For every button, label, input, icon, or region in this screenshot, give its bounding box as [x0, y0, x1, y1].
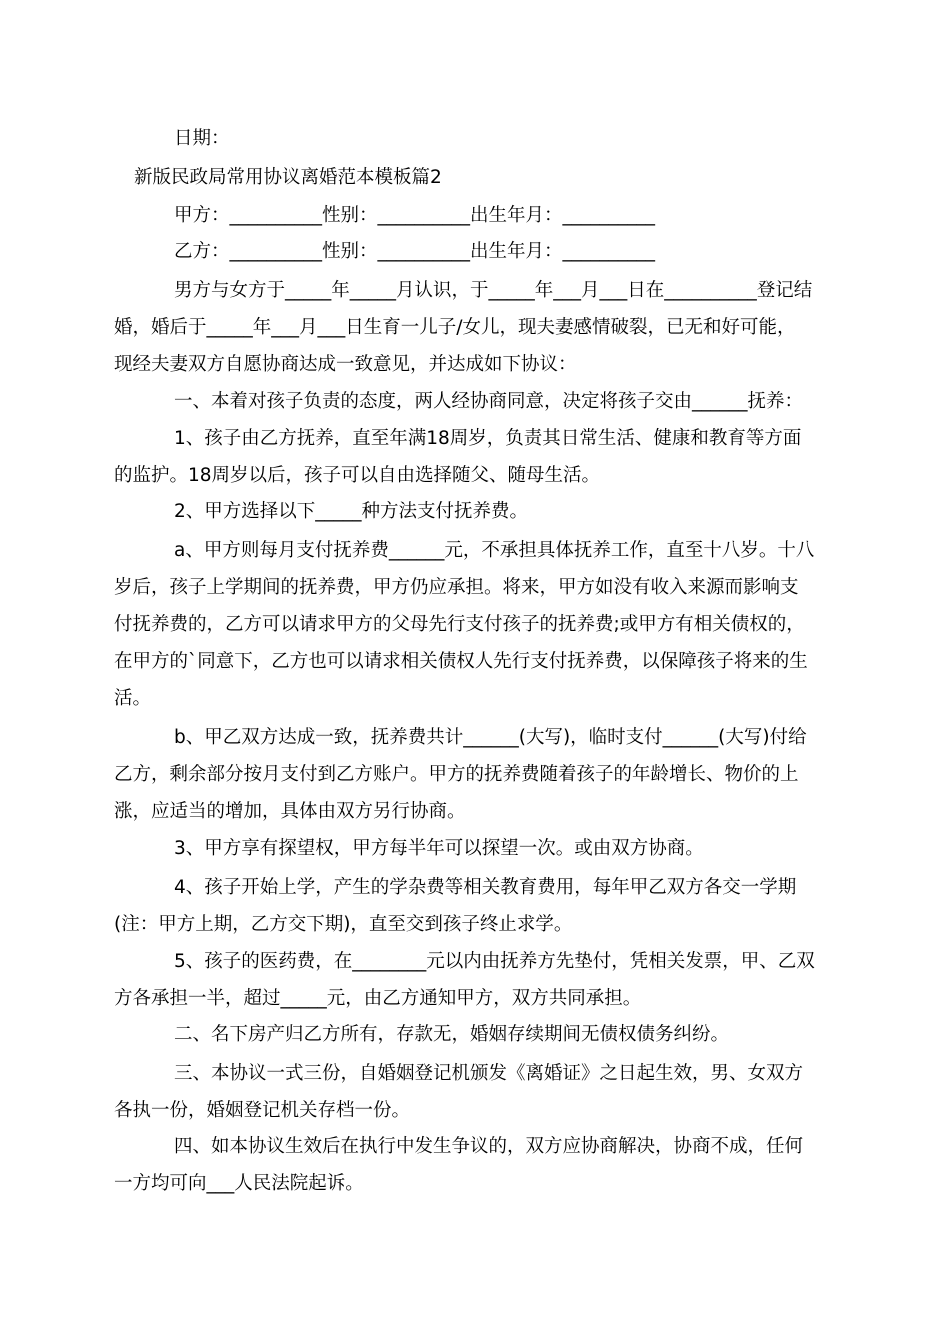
text-line: 3、甲方享有探望权，甲方每半年可以探望一次。或由双方协商。 — [174, 838, 704, 859]
text-line: 二、名下房产归乙方所有，存款无，婚姻存续期间无债权债务纠纷。 — [174, 1024, 730, 1045]
text-line: 现经夫妻双方自愿协商达成一致意见，并达成如下协议： — [114, 354, 577, 375]
text-line: 四、如本协议生效后在执行中发生争议的，双方应协商解决，协商不成，任何 — [174, 1136, 804, 1157]
text-line: 婚，婚后于_____年___月___日生育一儿子/女儿，现夫妻感情破裂，已无和好可能， — [114, 317, 796, 338]
party-a-info: 甲方：__________性别：__________出生年月：__________ — [174, 205, 656, 226]
text-line: 三、本协议一式三份，自婚姻登记机颁发《离婚证》之日起生效，男、女双方 — [174, 1063, 804, 1084]
text-line: 在甲方的`同意下，乙方也可以请求相关债权人先行支付抚养费，以保障孩子将来的生 — [114, 651, 808, 672]
text-line: 一方均可向___人民法院起诉。 — [114, 1173, 364, 1194]
text-line: 各执一份，婚姻登记机关存档一份。 — [114, 1100, 411, 1121]
text-line: 方各承担一半，超过_____元，由乙方通知甲方，双方共同承担。 — [114, 988, 642, 1009]
text-line: 4、孩子开始上学，产生的学杂费等相关教育费用，每年甲乙双方各交一学期 — [174, 877, 797, 898]
text-line: 的监护。18周岁以后，孩子可以自由选择随父、随母生活。 — [114, 465, 601, 486]
text-line: 涨，应适当的增加，具体由双方另行协商。 — [114, 801, 466, 822]
text-line: 2、甲方选择以下_____种方法支付抚养费。 — [174, 501, 529, 522]
text-line: 1、孩子由乙方抚养，直至年满18周岁，负责其日常生活、健康和教育等方面 — [174, 428, 802, 449]
text-line: 男方与女方于_____年_____月认识，于_____年___月___日在__________登记结 — [174, 280, 813, 301]
text-line: 活。 — [114, 688, 152, 709]
text-line: 乙方，剩余部分按月支付到乙方账户。甲方的抚养费随着孩子的年龄增长、物价的上 — [114, 764, 799, 785]
section-title: 新版民政局常用协议离婚范本模板篇2 — [134, 167, 442, 188]
text-line: (注：甲方上期，乙方交下期)，直至交到孩子终止求学。 — [114, 914, 573, 935]
text-line: 一、本着对孩子负责的态度，两人经协商同意，决定将孩子交由______抚养： — [174, 391, 804, 412]
date-label: 日期： — [174, 128, 230, 149]
text-line: 岁后，孩子上学期间的抚养费，甲方仍应承担。将来，甲方如没有收入来源而影响支 — [114, 577, 799, 598]
party-b-info: 乙方：__________性别：__________出生年月：__________ — [174, 241, 656, 262]
text-line: 付抚养费的，乙方可以请求甲方的父母先行支付孩子的抚养费;或甲方有相关债权的， — [114, 614, 805, 635]
text-line: b、甲乙双方达成一致，抚养费共计______(大写)，临时支付______(大写)付给 — [174, 727, 807, 748]
text-line: 5、孩子的医药费，在________元以内由抚养方先垫付，凭相关发票，甲、乙双 — [174, 951, 815, 972]
text-line: a、甲方则每月支付抚养费______元，不承担具体抚养工作，直至十八岁。十八 — [174, 540, 815, 561]
